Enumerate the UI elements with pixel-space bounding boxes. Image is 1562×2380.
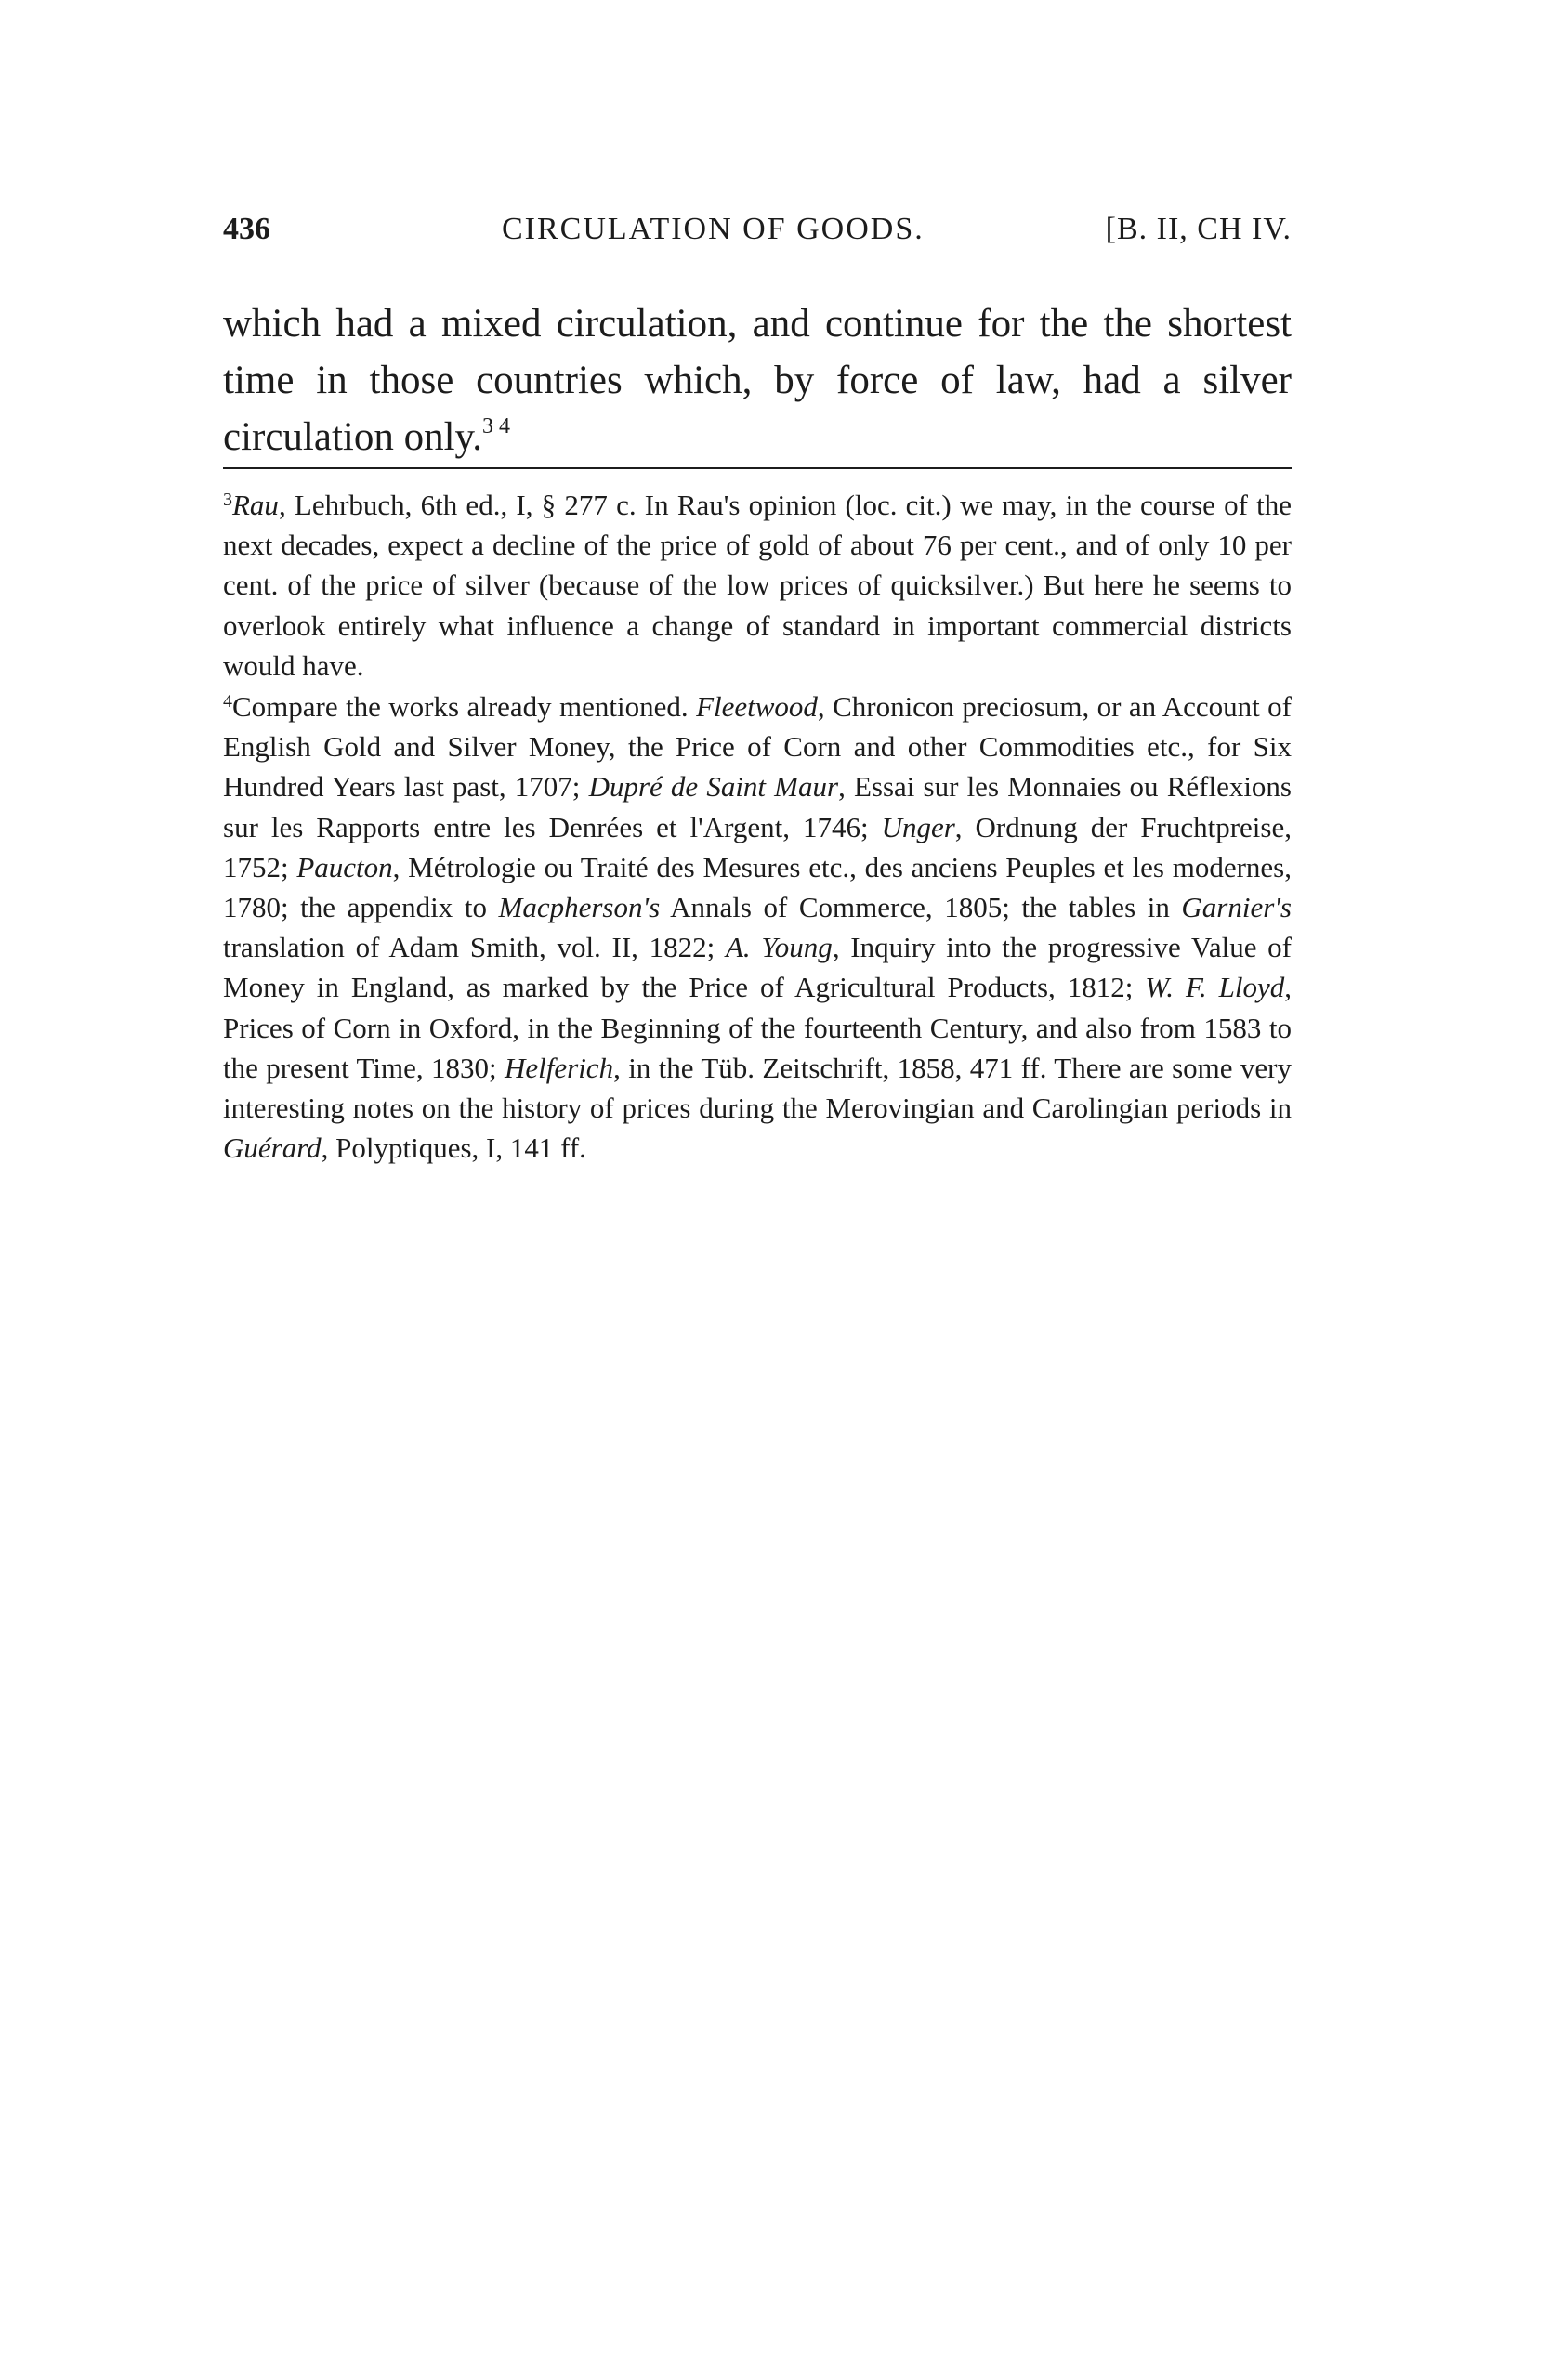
footnote-text: Compare the works already mentioned.	[232, 690, 697, 724]
footnote-text: , Essai sur les Monnaies ou Réflexions sur les Rapports entre les Denrées et l'Argent, 1746;	[223, 770, 1292, 843]
footnote-marker: 4	[223, 691, 232, 713]
section-reference: [B. II, CH IV.	[1105, 212, 1292, 246]
cited-author: W. F. Lloyd	[1145, 971, 1285, 1004]
footnote-text: , in the Tüb. Zeitschrift, 1858, 471 ff. There are some very interesting notes on the history of prices during the Merovingian and Carolingian periods in	[223, 1051, 1292, 1125]
footnote-text: , Métrologie ou Traité des Mesures etc., des anciens Peuples et les modernes, 1780; the appendix to	[223, 850, 1292, 924]
footnote-text: , Ordnung der Fruchtpreise, 1752;	[223, 810, 1292, 883]
cited-author: Guérard	[223, 1131, 322, 1165]
cited-author: A. Young	[726, 931, 833, 964]
footnote-references: 3 4	[482, 414, 511, 438]
cited-author: Rau	[232, 489, 279, 521]
cited-author: Fleetwood	[696, 690, 818, 724]
page-number: 436	[223, 212, 270, 246]
footnote-text: Annals of Commerce, 1805; the tables in	[660, 891, 1182, 924]
footnote-text: , Chronicon preciosum, or an Account of English Gold and Silver Money, the Price of Corn and other Commodities etc., for Six Hundred Years last past, 1707;	[223, 690, 1292, 804]
footnote-text: , Lehrbuch, 6th ed., I, § 277 c. In Rau's opinion (loc. cit.) we may, in the course of the next decades, expect a decline of the price of gold of about 76 per cent., and of only 10 per cent. of the price of silver (because of the low prices of quicksilver.) But here he seems to overlook entirely what influence a change of standard in important commercial districts would have.	[223, 489, 1292, 682]
footnote-text: , Polyptiques, I, 141 ff.	[321, 1131, 586, 1165]
cited-author: Paucton	[296, 850, 393, 883]
running-title: CIRCULATION OF GOODS.	[502, 212, 925, 246]
running-header	[223, 212, 1292, 258]
cited-author: Dupré de Saint Maur	[588, 770, 839, 804]
cited-author: Garnier's	[1181, 891, 1292, 924]
main-paragraph	[223, 295, 1292, 465]
footnote-text: , Prices of Corn in Oxford, in the Beginning of the fourteenth Century, and also from 1583 to the present Time, 1830;	[223, 971, 1292, 1084]
footnote-divider	[223, 467, 1292, 469]
cited-author: Unger	[881, 810, 955, 843]
footnote-marker: 3	[223, 490, 232, 510]
footnote-text: translation of Adam Smith, vol. II, 1822;	[223, 931, 726, 964]
footnote-3	[223, 485, 1292, 686]
footnote-4	[223, 687, 1292, 1168]
cited-author: Helferich	[505, 1051, 614, 1084]
main-paragraph-text: which had a mixed circulation, and continue for the the shortest time in those countries which, by force of law, had a silver circulation only.	[223, 302, 1292, 459]
cited-author: Macpherson's	[498, 891, 661, 924]
footnote-text: , Inquiry into the progressive Value of Money in England, as marked by the Price of Agricultural Products, 1812;	[223, 931, 1293, 1004]
footnotes-section	[223, 485, 1292, 1168]
